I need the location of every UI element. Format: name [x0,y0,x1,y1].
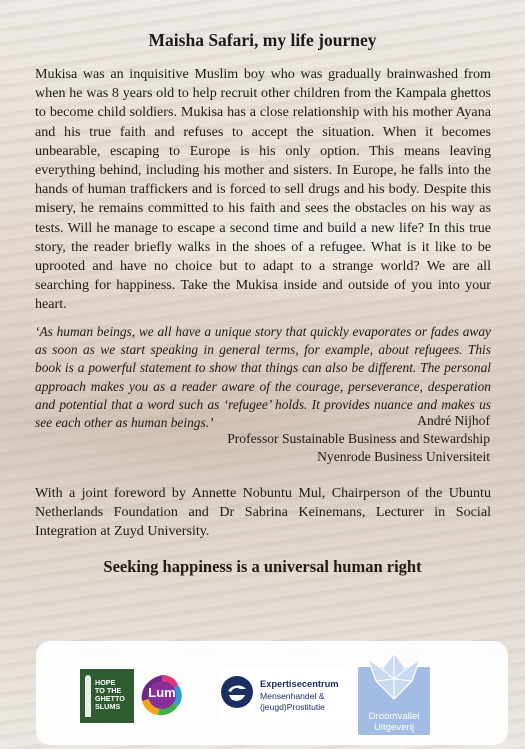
page-title: Maisha Safari, my life journey [148,30,377,50]
lum-logo [140,673,184,717]
quote-author: André Nijhof [417,413,490,428]
quote-author-role: Professor Sustainable Business and Stewardship [227,431,490,446]
hope-logo-text-1: HOPE [95,678,116,687]
hope-logo-text-3: GHETTO [95,694,125,703]
expertisecentrum-emblem-icon [220,675,254,709]
endorsement-quote: ‘As human beings, we all have a unique story that quickly evaporates or fades away as soon as we start speaking in general terms, for example, about refugees. This book is a powerful statement to show that things can also be different. The personal approach makes you as a reader aware of the courage, perseverance, desperation and potential that a word such as ‘refugee’ holds. It provides nuance and makes us see each other as human beings.’ [35,324,491,431]
hope-logo-text-2: TO THE [95,686,122,695]
expertisecentrum-text-1: Expertisecentrum [260,679,339,689]
hope-to-the-ghetto-slums-logo [80,669,134,723]
expertisecentrum-logo [220,669,352,721]
quote-author-institution: Nyenrode Business Universiteit [317,449,490,464]
origami-bird-icon [360,649,428,709]
hope-logo-figure-icon [85,675,91,717]
droomvallei-text-1: Droomvallei [368,711,420,722]
foreword-note: With a joint foreword by Annette Nobuntu Mul, Chairperson of the Ubuntu Netherlands Foundation and Dr Sabrina Keinemans, Lecturer in Social Integration at Zuyd University. [35,485,491,540]
droomvallei-text-2: Uitgeverij [374,722,414,733]
hope-logo-text-4: SLUMS [95,702,121,711]
logo-panel [36,641,508,745]
droomvallei-uitgeverij-logo [358,647,430,737]
slogan: Seeking happiness is a universal human right [103,557,422,576]
lum-logo-text: Lum [148,685,176,700]
book-blurb: Mukisa was an inquisitive Muslim boy who was gradually brainwashed from when he was 8 years old to help recruit other children from the Kampala ghettos to become child soldiers. Mukisa has a close relationship with his mother Ayana and his true faith and refuses to accept the situation. When it becomes unbearable, escaping to Europe is his only option. This means leaving everything behind, including his mother and sisters. In Europe, he falls into the hands of human traffickers and is forced to sell drugs and his body. Despite this misery, he remains committed to his faith and sees the obstacles on his way as tests. Will he manage to escape a second time and build a new life? In this true story, the reader briefly walks in the shoes of a refugee. What is it like to be uprooted and have no choice but to adapt to a strange world? We are all searching for happiness. Take the Mukisa inside and outside of you into your heart. [35,66,491,313]
expertisecentrum-text-3: (jeugd)Prostitutie [260,702,325,712]
expertisecentrum-text-2: Mensenhandel & [260,691,325,701]
